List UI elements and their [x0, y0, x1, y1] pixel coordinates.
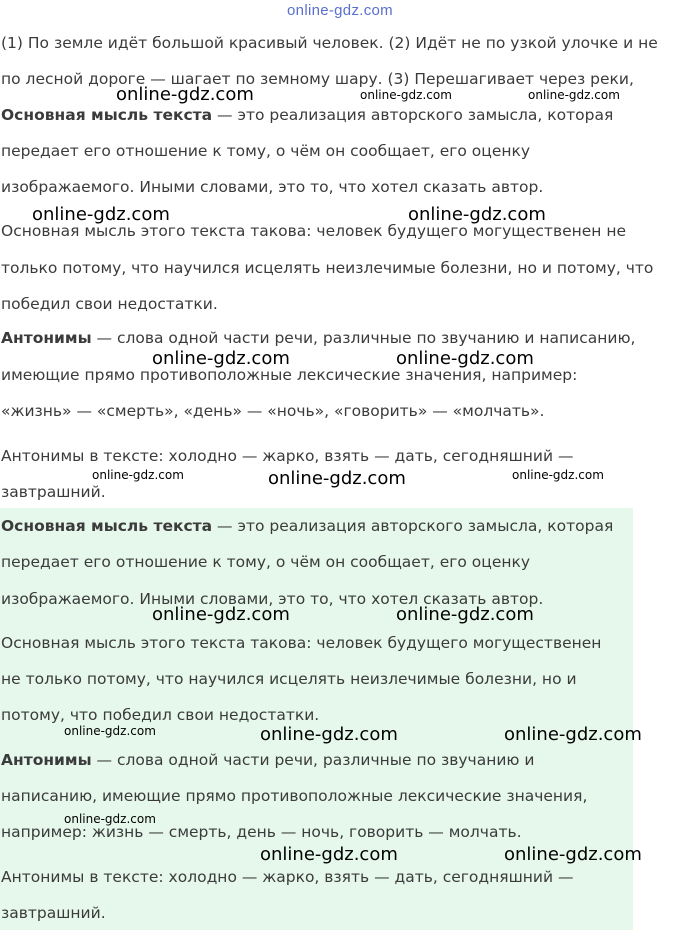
s1-idea-line-1: Основная мысль этого текста такова: человек будущего могущественен не: [1, 222, 627, 240]
watermark: online-gdz.com: [152, 348, 290, 369]
s2-antonyms-term: Антонимы: [1, 751, 92, 769]
watermark: online-gdz.com: [260, 844, 398, 865]
intro-line-2: по лесной дороге — шагает по земному шару. (3) Перешагивает через реки,: [1, 70, 634, 88]
watermark: online-gdz.com: [32, 204, 170, 225]
watermark: online-gdz.com: [268, 468, 406, 489]
s2-idea-line-1: Основная мысль этого текста такова: человек будущего могущественен: [1, 634, 602, 652]
s2-idea-line-3: потому, что победил свои недостатки.: [1, 706, 320, 724]
watermark: online-gdz.com: [396, 348, 534, 369]
s2-definition-line-2: передает его отношение к тому, о чём он сообщает, его оценку: [1, 553, 531, 571]
watermark: online-gdz.com: [528, 88, 620, 102]
s2-text-antonyms-line-1: Антонимы в тексте: холодно — жарко, взять — дать, сегодняшний —: [1, 868, 574, 886]
watermark: online-gdz.com: [92, 468, 184, 482]
s2-definition-term: Основная мысль текста: [1, 517, 213, 535]
s1-definition-line-3: изображаемого. Иными словами, это то, что хотел сказать автор.: [1, 178, 544, 196]
watermark: online-gdz.com: [64, 812, 156, 826]
intro-line-1: (1) По земле идёт большой красивый человек. (2) Идёт не по узкой улочке и не: [1, 34, 658, 52]
s1-antonyms-line-1: [1, 329, 635, 347]
watermark: online-gdz.com: [408, 204, 546, 225]
s1-antonyms-rest: — слова одной части речи, различные по звучанию и написанию,: [91, 329, 636, 347]
watermark: online-gdz.com: [116, 84, 254, 105]
s1-antonyms-line-3: «жизнь» — «смерть», «день» — «ночь», «говорить» — «молчать».: [1, 402, 545, 420]
s2-antonyms-line-2: написанию, имеющие прямо противоположные лексические значения,: [1, 787, 588, 805]
watermark: online-gdz.com: [360, 88, 452, 102]
s1-antonyms-term: Антонимы: [1, 329, 92, 347]
s1-antonyms-line-2: имеющие прямо противоположные лексические значения, например:: [1, 366, 578, 384]
watermark: online-gdz.com: [260, 724, 398, 745]
s2-definition-rest: — это реализация авторского замысла, которая: [212, 517, 614, 535]
watermark: online-gdz.com: [64, 724, 156, 738]
s2-definition-line-3: изображаемого. Иными словами, это то, что хотел сказать автор.: [1, 590, 544, 608]
s2-idea-line-2: не только потому, что научился исцелять неизлечимые болезни, но и: [1, 670, 577, 688]
watermark: online-gdz.com: [504, 844, 642, 865]
s2-antonyms-rest: — слова одной части речи, различные по звучанию и: [91, 751, 535, 769]
s2-antonyms-line-3: например: жизнь — смерть, день — ночь, говорить — молчать.: [1, 823, 522, 841]
s2-definition-line-1: [1, 517, 613, 535]
s1-definition-rest: — это реализация авторского замысла, которая: [212, 106, 614, 124]
s1-definition-line-1: [1, 106, 613, 124]
watermark: online-gdz.com: [504, 724, 642, 745]
s1-idea-line-2: только потому, что научился исцелять неизлечимые болезни, но и потому, что: [1, 259, 654, 277]
s1-definition-term: Основная мысль текста: [1, 106, 213, 124]
watermark: online-gdz.com: [152, 604, 290, 625]
s1-text-antonyms-line-1: Антонимы в тексте: холодно — жарко, взять — дать, сегодняшний —: [1, 447, 574, 465]
s2-antonyms-line-1: [1, 751, 534, 769]
site-header-link[interactable]: online-gdz.com: [287, 2, 393, 19]
watermark: online-gdz.com: [512, 468, 604, 482]
watermark: online-gdz.com: [396, 604, 534, 625]
s1-idea-line-3: победил свои недостатки.: [1, 295, 218, 313]
s1-text-antonyms-line-2: завтрашний.: [1, 483, 106, 501]
s1-definition-line-2: передает его отношение к тому, о чём он сообщает, его оценку: [1, 142, 531, 160]
s2-text-antonyms-line-2: завтрашний.: [1, 904, 106, 922]
